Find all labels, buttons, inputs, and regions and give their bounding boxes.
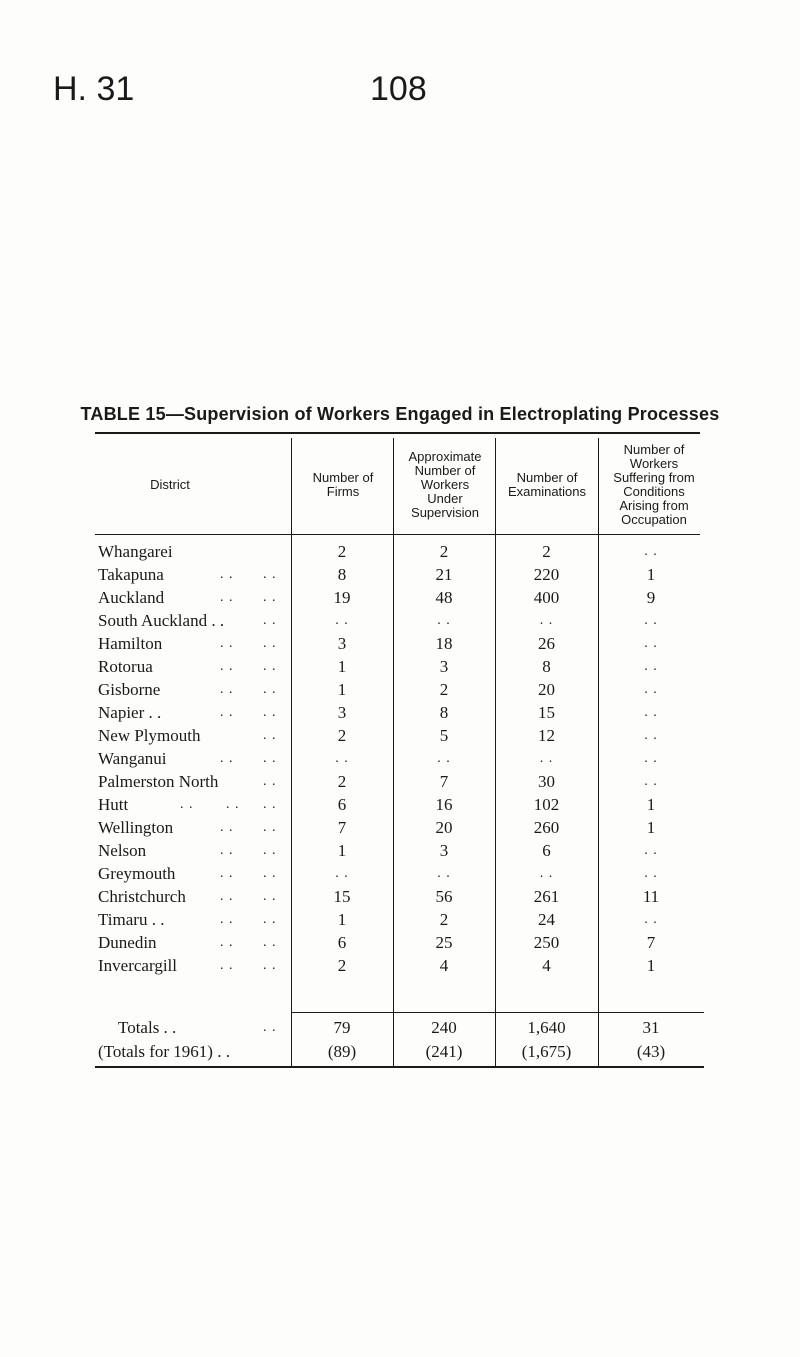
leader-dots: . . <box>220 843 234 858</box>
suffering-cell: 7 <box>646 933 656 952</box>
examinations-cell: 6 <box>542 841 551 860</box>
firms-cell: 2 <box>337 956 347 975</box>
firms-cell: 7 <box>337 818 347 837</box>
firms-cell: 2 <box>337 542 347 561</box>
examinations-cell: 102 <box>533 795 560 814</box>
examinations-cell: . . <box>539 866 554 881</box>
header-examinations: Number of Examinations <box>507 470 587 499</box>
leader-dots: . . <box>263 705 277 720</box>
leader-dots: . . <box>263 659 277 674</box>
workers-cell: 4 <box>439 956 449 975</box>
workers-cell: 5 <box>439 726 449 745</box>
leader-dots: . . <box>263 774 277 789</box>
suffering-cell: . . <box>644 728 658 743</box>
table-row <box>0 724 800 748</box>
totals-row <box>0 1040 800 1064</box>
header-workers: Approximate Number of Workers Under Supervision <box>408 449 482 520</box>
leader-dots: . . <box>263 958 277 973</box>
examinations-cell: 2 <box>542 542 551 561</box>
table-row <box>0 908 800 932</box>
suffering-cell: 9 <box>646 588 656 607</box>
suffering-cell: . . <box>644 682 658 697</box>
leader-dots: . . <box>220 590 234 605</box>
workers-cell: 16 <box>435 795 453 814</box>
suffering-cell: . . <box>644 544 658 559</box>
leader-dots: . . <box>220 820 234 835</box>
examinations-cell: 261 <box>533 887 560 906</box>
firms-cell: 2 <box>337 772 347 791</box>
suffering-cell: . . <box>644 912 658 927</box>
district-cell: Christchurch <box>98 887 186 906</box>
workers-cell: 48 <box>435 588 453 607</box>
examinations-cell: . . <box>539 613 554 628</box>
leader-dots: . . <box>180 797 194 812</box>
suffering-cell: . . <box>644 636 658 651</box>
table-row <box>0 586 800 610</box>
firms-cell: 79 <box>333 1018 351 1037</box>
examinations-cell: 12 <box>538 726 555 745</box>
header-suffering: Number of Workers Suffering from Conditions Arising from Occupation <box>613 442 695 527</box>
table-row <box>0 770 800 794</box>
table-row <box>0 747 800 771</box>
district-cell: Nelson <box>98 841 147 860</box>
leader-dots: . . <box>220 935 234 950</box>
examinations-cell: 220 <box>533 565 560 584</box>
workers-cell: 56 <box>435 887 453 906</box>
leader-dots: . . <box>263 728 277 743</box>
district-cell: Rotorua <box>98 657 153 676</box>
report-id: H. 31 <box>53 70 135 108</box>
leader-dots: . . <box>263 636 277 651</box>
leader-dots: . . <box>220 705 234 720</box>
header-firms: Number of Firms <box>312 470 374 499</box>
totals-rule <box>291 1012 704 1013</box>
examinations-cell: 400 <box>533 588 560 607</box>
firms-cell: 1 <box>337 910 347 929</box>
leader-dots: . . <box>220 751 234 766</box>
district-cell: Takapuna <box>98 565 164 584</box>
firms-cell: 1 <box>337 680 347 699</box>
workers-cell: 2 <box>439 542 449 561</box>
leader-dots: . . <box>220 866 234 881</box>
table-row <box>0 885 800 909</box>
leader-dots: . . <box>263 613 277 628</box>
suffering-cell: . . <box>644 866 658 881</box>
workers-cell: 8 <box>439 703 449 722</box>
examinations-cell: 260 <box>533 818 560 837</box>
table-row <box>0 931 800 955</box>
firms-cell: 6 <box>337 933 347 952</box>
firms-cell: 8 <box>337 565 347 584</box>
firms-cell: 3 <box>337 634 347 653</box>
examinations-cell: 26 <box>538 634 555 653</box>
leader-dots: . . <box>263 912 277 927</box>
suffering-cell: . . <box>644 843 658 858</box>
district-cell: Hutt <box>98 795 129 814</box>
suffering-cell: (43) <box>636 1042 666 1061</box>
suffering-cell: . . <box>644 659 658 674</box>
firms-cell: 3 <box>337 703 347 722</box>
district-cell: Napier . . <box>98 703 162 722</box>
district-cell: Totals . . <box>118 1018 177 1037</box>
suffering-cell: 11 <box>642 887 660 906</box>
leader-dots: . . <box>220 682 234 697</box>
leader-dots: . . <box>220 567 234 582</box>
table-row <box>0 678 800 702</box>
examinations-cell: 20 <box>538 680 555 699</box>
workers-cell: 20 <box>435 818 453 837</box>
examinations-cell: 24 <box>538 910 555 929</box>
firms-cell: . . <box>335 613 349 628</box>
suffering-cell: . . <box>644 751 658 766</box>
workers-cell: 21 <box>435 565 453 584</box>
workers-cell: 2 <box>439 680 449 699</box>
table-row <box>0 701 800 725</box>
table-row <box>0 563 800 587</box>
leader-dots: . . <box>263 820 277 835</box>
suffering-cell: 1 <box>646 565 656 584</box>
table-row <box>0 540 800 564</box>
workers-cell: 3 <box>439 841 449 860</box>
table-row <box>0 862 800 886</box>
table-row <box>0 954 800 978</box>
table-row <box>0 793 800 817</box>
district-cell: Wanganui <box>98 749 167 768</box>
leader-dots: . . <box>263 1020 277 1035</box>
district-cell: Hamilton <box>98 634 163 653</box>
firms-cell: 15 <box>333 887 351 906</box>
district-cell: Timaru . . <box>98 910 165 929</box>
workers-cell: . . <box>437 613 451 628</box>
page-number: 108 <box>370 70 427 108</box>
district-cell: Greymouth <box>98 864 176 883</box>
district-cell: Invercargill <box>98 956 177 975</box>
workers-cell: . . <box>437 866 451 881</box>
leader-dots: . . <box>220 636 234 651</box>
district-cell: Auckland <box>98 588 165 607</box>
firms-cell: . . <box>335 751 349 766</box>
table-row <box>0 816 800 840</box>
firms-cell: 1 <box>337 841 347 860</box>
table-row <box>0 655 800 679</box>
firms-cell: (89) <box>327 1042 357 1061</box>
top-rule <box>95 432 700 434</box>
suffering-cell: . . <box>644 613 658 628</box>
district-cell: Dunedin <box>98 933 157 952</box>
leader-dots: . . <box>220 958 234 973</box>
table-row <box>0 839 800 863</box>
header-district: District <box>150 477 190 492</box>
leader-dots: . . <box>263 866 277 881</box>
table-row <box>0 632 800 656</box>
suffering-cell: 1 <box>646 956 656 975</box>
examinations-cell: 4 <box>542 956 551 975</box>
examinations-cell: 15 <box>538 703 555 722</box>
district-cell: Gisborne <box>98 680 161 699</box>
suffering-cell: 1 <box>646 795 656 814</box>
leader-dots: . . <box>263 590 277 605</box>
table-row <box>0 609 800 633</box>
table-title: TABLE 15—Supervision of Workers Engaged in Electroplating Processes <box>80 404 720 424</box>
district-cell: Palmerston North <box>98 772 219 791</box>
leader-dots: . . <box>263 889 277 904</box>
leader-dots: . . <box>220 912 234 927</box>
leader-dots: . . <box>263 843 277 858</box>
district-cell: South Auckland . . <box>98 611 225 630</box>
district-cell: (Totals for 1961) . . <box>98 1042 230 1061</box>
workers-cell: 7 <box>439 772 449 791</box>
workers-cell: . . <box>437 751 451 766</box>
bottom-rule <box>95 1066 704 1068</box>
leader-dots: . . <box>263 935 277 950</box>
suffering-cell: 31 <box>642 1018 660 1037</box>
district-cell: Wellington <box>98 818 174 837</box>
leader-dots: . . <box>263 797 277 812</box>
workers-cell: 18 <box>435 634 453 653</box>
suffering-cell: . . <box>644 774 658 789</box>
district-cell: Whangarei <box>98 542 173 561</box>
leader-dots: . . <box>226 797 240 812</box>
workers-cell: (241) <box>425 1042 463 1061</box>
totals-row <box>0 1016 800 1040</box>
examinations-cell: (1,675) <box>521 1042 572 1061</box>
leader-dots: . . <box>263 567 277 582</box>
leader-dots: . . <box>220 659 234 674</box>
leader-dots: . . <box>263 751 277 766</box>
firms-cell: . . <box>335 866 349 881</box>
firms-cell: 1 <box>337 657 347 676</box>
examinations-cell: 250 <box>533 933 560 952</box>
workers-cell: 2 <box>439 910 449 929</box>
firms-cell: 2 <box>337 726 347 745</box>
examinations-cell: 8 <box>542 657 551 676</box>
header-bottom-rule <box>95 534 700 535</box>
examinations-cell: . . <box>539 751 554 766</box>
leader-dots: . . <box>263 682 277 697</box>
suffering-cell: . . <box>644 705 658 720</box>
workers-cell: 240 <box>431 1018 457 1037</box>
district-cell: New Plymouth <box>98 726 201 745</box>
suffering-cell: 1 <box>646 818 656 837</box>
workers-cell: 3 <box>439 657 449 676</box>
leader-dots: . . <box>220 889 234 904</box>
examinations-cell: 30 <box>538 772 555 791</box>
firms-cell: 6 <box>337 795 347 814</box>
examinations-cell: 1,640 <box>527 1018 566 1037</box>
firms-cell: 19 <box>333 588 351 607</box>
workers-cell: 25 <box>435 933 453 952</box>
